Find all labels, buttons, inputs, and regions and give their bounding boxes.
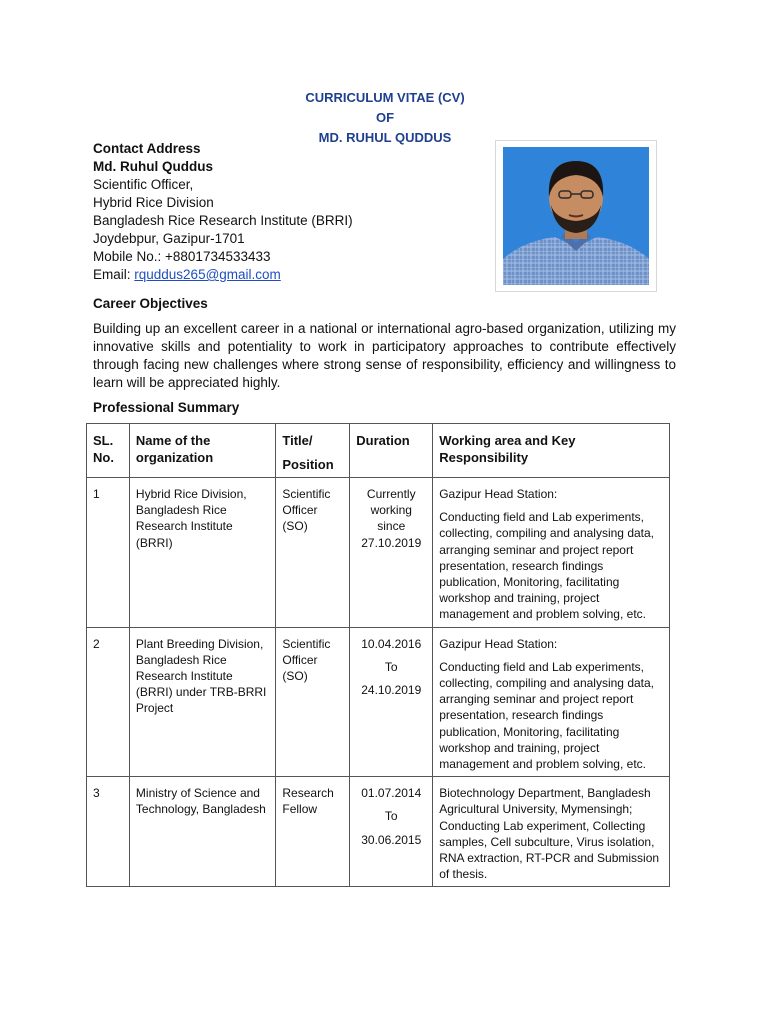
row-organization: Ministry of Science and Technology, Bangladesh (129, 777, 275, 887)
professional-summary-table (86, 423, 670, 887)
header-title-a: Title/ (282, 433, 313, 448)
row-area-text: Conducting field and Lab experiments, collecting, compiling and analysing data, arranging seminar and project report presentation, research findings publication, Monitoring, facilitating workshop and training, project management and problem solving, etc. (439, 510, 655, 622)
row-sl: 2 (87, 627, 130, 777)
row-area (433, 478, 670, 628)
row-area-text: Conducting field and Lab experiments, collecting, compiling and analysing data, arranging seminar and project report presentation, research findings publication, Monitoring, facilitating workshop and training, project management and problem solving, etc. (439, 659, 655, 772)
row-area-head: Gazipur Head Station: (439, 487, 558, 501)
row-title: Research Fellow (276, 777, 350, 887)
contact-mobile: Mobile No.: +8801734533433 (93, 249, 271, 264)
contact-institute: Bangladesh Rice Research Institute (BRRI) (93, 213, 353, 228)
row-area-text: Biotechnology Department, Bangladesh Agricultural University, Mymensingh; Conducting Lab experiment, Collecting samples, Cell subculture, Virus isolation, RNA extraction, RT-PCR and Submission of thesis. (439, 786, 660, 882)
contact-email-line (93, 266, 353, 284)
email-label: Email: (93, 267, 135, 282)
row-organization: Hybrid Rice Division, Bangladesh Rice Research Institute (BRRI) (129, 478, 275, 628)
career-objectives-text: Building up an excellent career in a national or international agro-based organization, utilizing my innovative skills and potentiality to work in participatory approaches to contribute effectively through facing new challenges where strong sense of responsibility, efficiency and willingness to learn will be appreciated highly. (93, 321, 676, 390)
row-organization: Plant Breeding Division, Bangladesh Rice Research Institute (BRRI) under TRB-BRRI Project (129, 627, 275, 777)
profile-photo (503, 147, 649, 285)
row-duration-b: To (384, 809, 398, 824)
row-area (433, 777, 670, 887)
row-sl: 1 (87, 478, 130, 628)
row-title: Scientific Officer (SO) (276, 478, 350, 628)
row-area (433, 627, 670, 777)
header-sl: SL. No. (87, 424, 130, 478)
title-line-3: MD. RUHUL QUDDUS (318, 130, 452, 145)
row-duration (350, 627, 433, 777)
title-line-2: OF (375, 110, 395, 125)
header-area: Working area and Key Responsibility (433, 424, 670, 478)
contact-heading: Contact Address (93, 141, 201, 156)
cv-title (0, 88, 770, 148)
portrait-image (503, 147, 649, 285)
table-row (87, 478, 670, 628)
table-row (87, 777, 670, 887)
profile-photo-frame (495, 140, 657, 292)
row-duration (350, 478, 433, 628)
row-duration-a: 01.07.2014 (361, 786, 422, 801)
career-objectives-heading: Career Objectives (93, 296, 208, 311)
contact-position: Scientific Officer, (93, 177, 194, 192)
contact-location: Joydebpur, Gazipur-1701 (93, 231, 245, 246)
table-row (87, 627, 670, 777)
row-area-head: Gazipur Head Station: (439, 636, 558, 651)
header-title-b: Position (282, 457, 334, 472)
row-duration-a: Currently working since 27.10.2019 (361, 487, 422, 550)
table-header-row (87, 424, 670, 478)
professional-summary-heading: Professional Summary (93, 400, 240, 415)
row-duration (350, 777, 433, 887)
row-title: Scientific Officer (SO) (276, 627, 350, 777)
row-duration-c: 24.10.2019 (361, 683, 422, 698)
header-duration: Duration (350, 424, 433, 478)
row-duration-b: To (384, 659, 398, 674)
row-duration-a: 10.04.2016 (361, 636, 422, 651)
contact-division: Hybrid Rice Division (93, 195, 214, 210)
row-sl: 3 (87, 777, 130, 887)
contact-name: Md. Ruhul Quddus (93, 159, 213, 174)
header-title (276, 424, 350, 478)
contact-address (93, 140, 353, 284)
row-duration-c: 30.06.2015 (361, 832, 422, 847)
email-link[interactable]: rquddus265@gmail.com (134, 267, 281, 282)
header-organization: Name of the organization (129, 424, 275, 478)
title-line-1: CURRICULUM VITAE (CV) (305, 90, 465, 105)
